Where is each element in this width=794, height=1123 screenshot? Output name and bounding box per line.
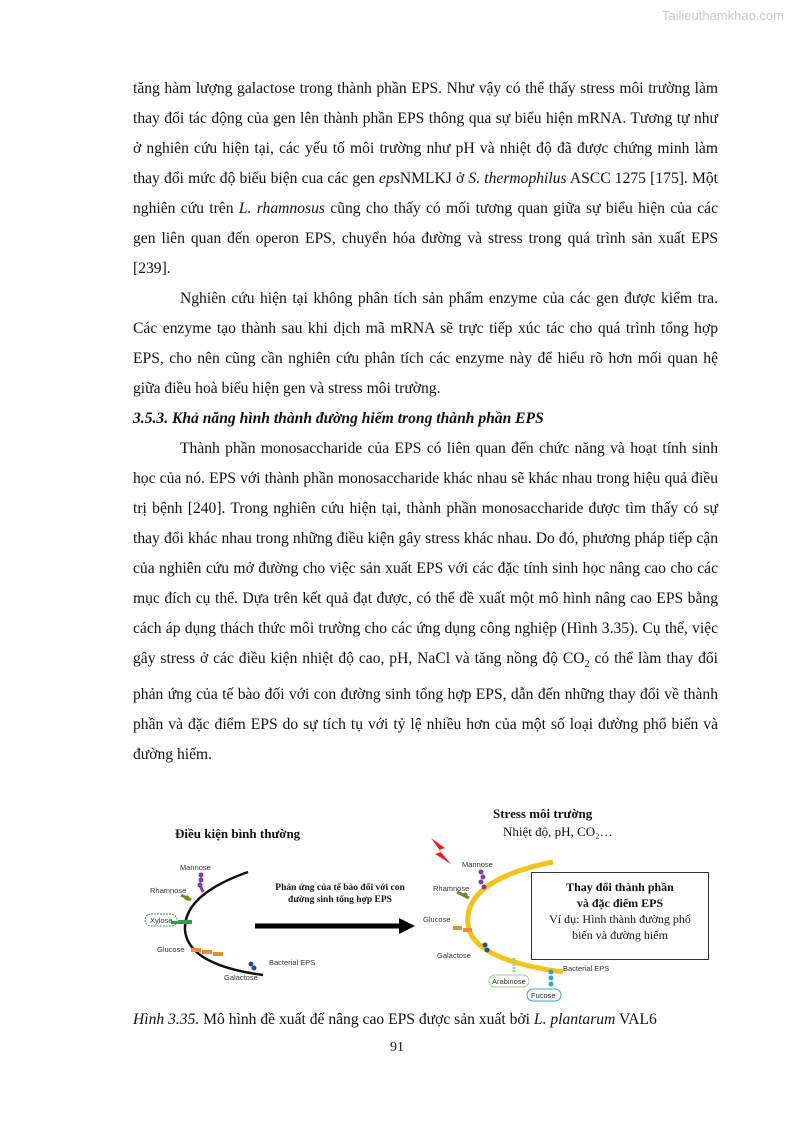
label-glucose-right: Glucose [423,915,451,924]
figure-caption: Hình 3.35. Mô hình đề xuất để nâng cao EPS được sản xuất bởi L. plantarum VAL6 [133,1011,657,1028]
normal-condition-title: Điều kiện bình thường [175,826,301,841]
label-galactose-right: Galactose [437,951,471,960]
label-eps-right: Bacterial EPS [563,964,610,973]
change-box: Thay đổi thành phần và đặc điểm EPS Ví dụ: Hình thành đường phổ biến và đường hiếm [531,872,709,960]
label-eps-left: Bacterial EPS [269,958,316,967]
paragraph-3: Thành phần monosaccharide của EPS có liên quan đến chức năng và hoạt tính sinh học của nó. EPS với thành phần monosaccharide khác nhau sẽ khác nhau trong hiệu quả điều trị bệnh [240]. Trong nghiên cứu hiện tại, thành phần monosaccharide được tìm thấy có sự thay đổi khác nhau trong những điều kiện gây stress khác nhau. Do đó, phương pháp tiếp cận của nghiên cứu mở đường cho việc sản xuất EPS với các đặc tính sinh học nâng cao cho các mục đích cụ thể. Dựa trên kết quả đạt được, có thể đề xuất một mô hình nâng cao EPS bằng cách áp dụng thách thức môi trường cho các ứng dụng công nghiệp (Hình 3.35). Cụ thể, việc gây stress ở các điều kiện nhiệt độ cao, pH, NaCl và tăng nồng độ $CO_2$ có thể làm thay đổi phản ứng của tế bào đối với con đường sinh tổng hợp EPS, dẫn đến những thay đổi về thành phần và đặc điểm EPS do sự tích tụ với tỷ lệ nhiều hơn của một số loại đường phổ biến và đường hiếm. [133,440,719,764]
stress-title: Stress môi trường [493,806,593,821]
arrow-label: Phản ứng của tế bào đối với con đường sinh tổng hợp EPS [275,883,405,905]
watermark: Tailieuthamkhao.com [661,8,784,23]
galactose-chain-left [249,962,257,971]
label-xylose-left: Xylose [150,916,173,925]
label-galactose-left: Galactose [224,973,258,982]
label-mannose-right: Mannose [462,860,493,869]
rhamnose-chain-left [181,895,191,901]
label-rhamnose-left: Rhamnose [150,886,187,895]
paragraph-2: Nghiên cứu hiện tại không phân tích sản phẩm enzyme của các gen được kiểm tra. Các enzyme tạo thành sau khi dịch mã mRNA sẽ trực tiếp xúc tác cho quá trình tổng hợp EPS, cho nên cũng cần nghiên cứu phân tích các enzyme này để hiểu rõ hơn mối quan hệ giữa điều hoà biểu hiện gen và stress môi trường. [133,290,718,397]
label-glucose-left: Glucose [157,945,185,954]
glucose-chain-left [191,948,223,956]
page-number: 91 [390,1040,404,1055]
label-arabinose-right: Arabinose [492,977,526,986]
lightning-icon [431,838,451,864]
xylose-chain-left [171,920,192,924]
figure-3-35 [133,800,718,1005]
fucose-chain-right [549,970,554,987]
mannose-chain-left [198,873,204,893]
label-rhamnose-right: Rhamnose [433,884,470,893]
mannose-chain-right [479,870,487,890]
label-fucose-right: Fucose [531,991,556,1000]
paragraph-1: tăng hàm lượng galactose trong thành phần EPS. Như vậy có thể thấy stress môi trường làm thay đổi tác động của gen lên thành phần EPS thông qua sự biểu hiện mRNA. Tương tự như ở nghiên cứu hiện tại, các yếu tố môi trường như pH và nhiệt độ đã được chứng minh làm thay đổi mức độ biểu biện cua các gen epsNMLKJ ở S. thermophilus ASCC 1275 [175]. Một nghiên cứu trên L. rhamnosus cũng cho thấy có mối tương quan giữa sự biểu hiện của các gen liên quan đến operon EPS, chuyển hóa đường và stress trong quá trình sản xuất EPS [239]. [133,80,718,277]
body-text [133,74,718,770]
section-heading: 3.5.3. Khả năng hình thành đường hiếm trong thành phần EPS [133,410,544,427]
label-mannose-left: Mannose [180,863,211,872]
stress-subtitle: Nhiệt độ, pH, CO₂… [503,824,613,839]
